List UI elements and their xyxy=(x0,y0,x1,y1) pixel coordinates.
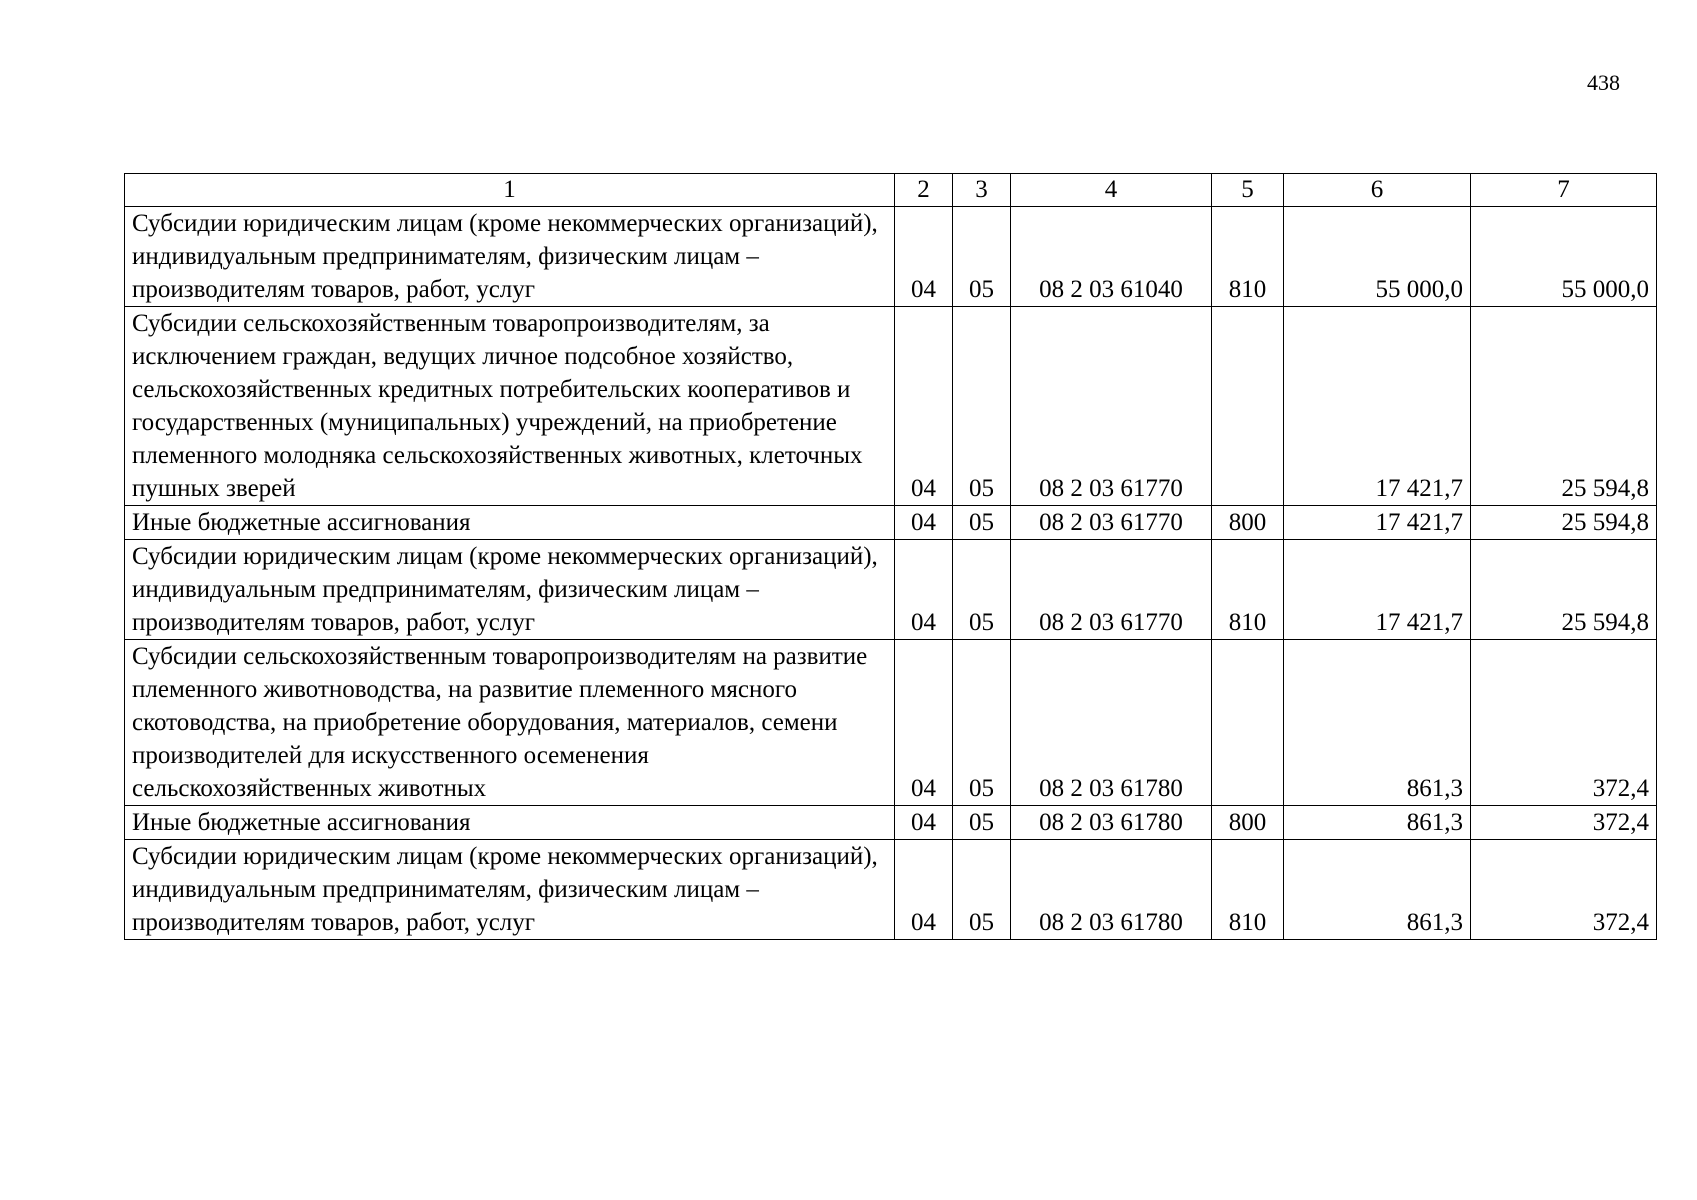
table-row xyxy=(125,307,1657,506)
amount-col-7: 25 594,8 xyxy=(1471,506,1657,540)
table-header-row xyxy=(125,174,1657,207)
amount-col-6: 17 421,7 xyxy=(1284,506,1471,540)
section-code: 04 xyxy=(895,207,953,307)
subsection-code: 05 xyxy=(953,840,1011,940)
expense-type-code: 810 xyxy=(1212,540,1284,640)
section-code: 04 xyxy=(895,840,953,940)
amount-col-7: 372,4 xyxy=(1471,806,1657,840)
header-col-2: 2 xyxy=(895,174,953,207)
target-article-code: 08 2 03 61780 xyxy=(1011,806,1212,840)
row-description: Субсидии юридическим лицам (кроме некоммерческих организаций), индивидуальным предпринимателям, физическим лицам – производителям товаров, работ, услуг xyxy=(125,840,895,940)
header-col-5: 5 xyxy=(1212,174,1284,207)
target-article-code: 08 2 03 61770 xyxy=(1011,540,1212,640)
row-description: Иные бюджетные ассигнования xyxy=(125,506,895,540)
target-article-code: 08 2 03 61040 xyxy=(1011,207,1212,307)
budget-table xyxy=(124,173,1657,940)
section-code: 04 xyxy=(895,806,953,840)
subsection-code: 05 xyxy=(953,640,1011,806)
expense-type-code: 810 xyxy=(1212,207,1284,307)
header-col-3: 3 xyxy=(953,174,1011,207)
expense-type-code: 810 xyxy=(1212,840,1284,940)
subsection-code: 05 xyxy=(953,540,1011,640)
table-row xyxy=(125,840,1657,940)
expense-type-code xyxy=(1212,640,1284,806)
amount-col-6: 17 421,7 xyxy=(1284,307,1471,506)
amount-col-7: 25 594,8 xyxy=(1471,540,1657,640)
section-code: 04 xyxy=(895,540,953,640)
subsection-code: 05 xyxy=(953,806,1011,840)
table-row xyxy=(125,207,1657,307)
page-number: 438 xyxy=(1587,70,1620,95)
section-code: 04 xyxy=(895,506,953,540)
table-row xyxy=(125,806,1657,840)
header-col-7: 7 xyxy=(1471,174,1657,207)
subsection-code: 05 xyxy=(953,207,1011,307)
header-col-4: 4 xyxy=(1011,174,1212,207)
amount-col-6: 861,3 xyxy=(1284,640,1471,806)
table-row xyxy=(125,640,1657,806)
table-row xyxy=(125,506,1657,540)
amount-col-6: 861,3 xyxy=(1284,840,1471,940)
section-code: 04 xyxy=(895,640,953,806)
header-col-6: 6 xyxy=(1284,174,1471,207)
target-article-code: 08 2 03 61770 xyxy=(1011,307,1212,506)
amount-col-7: 25 594,8 xyxy=(1471,307,1657,506)
amount-col-7: 372,4 xyxy=(1471,840,1657,940)
row-description: Субсидии сельскохозяйственным товаропроизводителям на развитие племенного животноводства, на развитие племенного мясного скотоводства, на приобретение оборудования, материалов, семени производителей для искусственного осеменения сельскохозяйственных животных xyxy=(125,640,895,806)
target-article-code: 08 2 03 61780 xyxy=(1011,840,1212,940)
row-description: Субсидии юридическим лицам (кроме некоммерческих организаций), индивидуальным предпринимателям, физическим лицам – производителям товаров, работ, услуг xyxy=(125,207,895,307)
target-article-code: 08 2 03 61770 xyxy=(1011,506,1212,540)
row-description: Субсидии сельскохозяйственным товаропроизводителям, за исключением граждан, ведущих личное подсобное хозяйство, сельскохозяйственных кредитных потребительских кооперативов и государственных (муниципальных) учреждений, на приобретение племенного молодняка сельскохозяйственных животных, клеточных пушных зверей xyxy=(125,307,895,506)
row-description: Субсидии юридическим лицам (кроме некоммерческих организаций), индивидуальным предпринимателям, физическим лицам – производителям товаров, работ, услуг xyxy=(125,540,895,640)
expense-type-code: 800 xyxy=(1212,806,1284,840)
header-col-1: 1 xyxy=(125,174,895,207)
expense-type-code xyxy=(1212,307,1284,506)
table-row xyxy=(125,540,1657,640)
amount-col-7: 372,4 xyxy=(1471,640,1657,806)
subsection-code: 05 xyxy=(953,506,1011,540)
section-code: 04 xyxy=(895,307,953,506)
target-article-code: 08 2 03 61780 xyxy=(1011,640,1212,806)
amount-col-6: 861,3 xyxy=(1284,806,1471,840)
amount-col-7: 55 000,0 xyxy=(1471,207,1657,307)
row-description: Иные бюджетные ассигнования xyxy=(125,806,895,840)
amount-col-6: 55 000,0 xyxy=(1284,207,1471,307)
expense-type-code: 800 xyxy=(1212,506,1284,540)
subsection-code: 05 xyxy=(953,307,1011,506)
amount-col-6: 17 421,7 xyxy=(1284,540,1471,640)
